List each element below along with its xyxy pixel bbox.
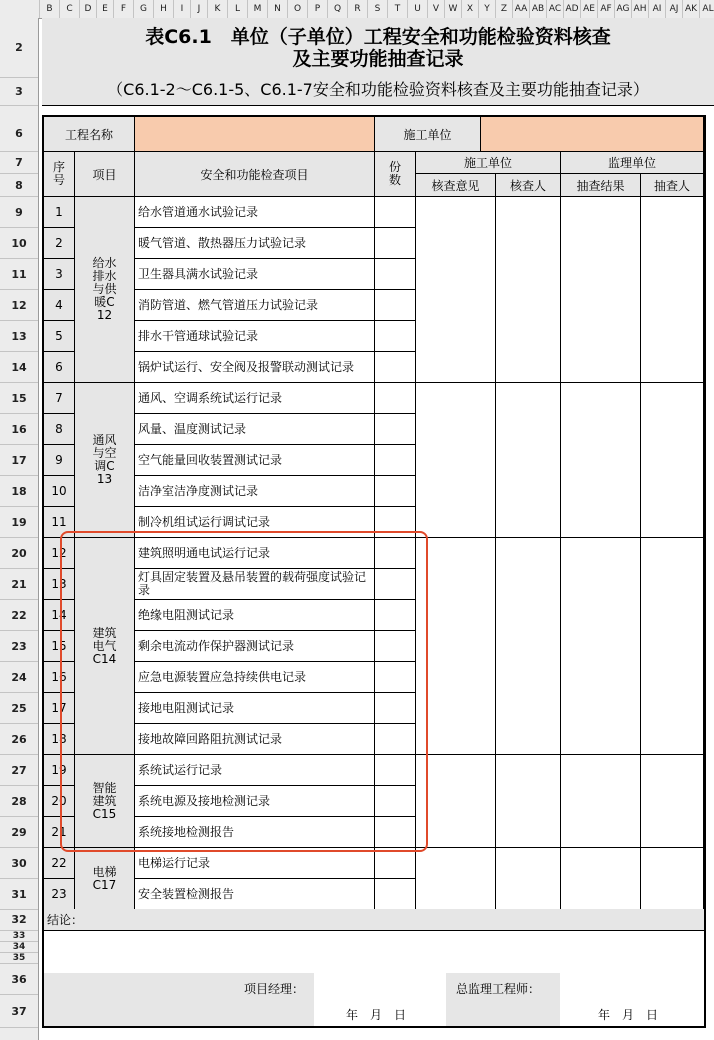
contractor-label: 施工单位 (375, 117, 481, 152)
select-all-corner[interactable] (0, 0, 40, 18)
form-title-line1: 表C6.1 单位（子单位）工程安全和功能检验资料核查 (145, 26, 611, 48)
column-header-s[interactable]: S (368, 0, 388, 18)
check-opinion-field[interactable] (416, 197, 496, 383)
row-header-30[interactable]: 30 (0, 848, 38, 879)
header-check-opinion: 核查意见 (416, 174, 496, 197)
row-number: 11 (44, 507, 75, 538)
inspection-item: 剩余电流动作保护器测试记录 (135, 631, 375, 662)
row-number: 10 (44, 476, 75, 507)
inspection-item: 卫生器具满水试验记录 (135, 259, 375, 290)
row-number: 2 (44, 228, 75, 259)
check-opinion-field[interactable] (416, 755, 496, 848)
copies-field[interactable] (375, 817, 416, 848)
row-number: 19 (44, 755, 75, 786)
copies-field[interactable] (375, 569, 416, 600)
column-header-w[interactable]: W (445, 0, 462, 18)
inspection-item: 系统接地检测报告 (135, 817, 375, 848)
checker-field[interactable] (496, 755, 561, 848)
column-header-p[interactable]: P (308, 0, 328, 18)
category-name: 智能建筑C15 (92, 780, 117, 821)
row-header-21[interactable]: 21 (0, 569, 38, 600)
row-header-7[interactable]: 7 (0, 152, 38, 174)
spot-result-field[interactable] (561, 538, 641, 755)
copies-field[interactable] (375, 290, 416, 321)
header-seq (44, 152, 75, 197)
inspection-item: 灯具固定装置及悬吊装置的载荷强度试验记录 (135, 569, 375, 600)
header-copies (375, 152, 416, 197)
column-header-ai[interactable]: AI (649, 0, 666, 18)
inspection-item: 系统试运行记录 (135, 755, 375, 786)
form-subtitle: （C6.1-2～C6.1-5、C6.1-7安全和功能检验资料核查及主要功能抽查记录） (107, 80, 649, 99)
row-header-32[interactable]: 32 (0, 909, 38, 931)
header-item: 安全和功能检查项目 (135, 152, 375, 197)
column-header-e[interactable]: E (97, 0, 114, 18)
row-number: 6 (44, 352, 75, 383)
column-header-ac[interactable]: AC (547, 0, 564, 18)
copies-field[interactable] (375, 755, 416, 786)
copies-field[interactable] (375, 724, 416, 755)
copies-field[interactable] (375, 228, 416, 259)
inspection-item: 电梯运行记录 (135, 848, 375, 879)
row-header-2[interactable]: 2 (0, 18, 38, 78)
spot-checker-field[interactable] (641, 755, 704, 848)
row-number: 13 (44, 569, 75, 600)
category-cell (75, 848, 135, 910)
row-header-29[interactable]: 29 (0, 817, 38, 848)
row-header-27[interactable]: 27 (0, 755, 38, 786)
row-number: 17 (44, 693, 75, 724)
row-header-3[interactable]: 3 (0, 78, 38, 106)
row-header-16[interactable]: 16 (0, 414, 38, 445)
row-number: 20 (44, 786, 75, 817)
row-number: 16 (44, 662, 75, 693)
row-header-37[interactable]: 37 (0, 995, 38, 1028)
inspection-item: 风量、温度测试记录 (135, 414, 375, 445)
column-header-aj[interactable]: AJ (666, 0, 683, 18)
inspection-item: 建筑照明通电试运行记录 (135, 538, 375, 569)
column-header-v[interactable]: V (428, 0, 445, 18)
row-header-28[interactable]: 28 (0, 786, 38, 817)
category-name: 建筑电气C14 (92, 625, 117, 666)
row-header-34[interactable]: 34 (0, 942, 38, 953)
column-header-l[interactable]: L (228, 0, 248, 18)
row-header-14[interactable]: 14 (0, 352, 38, 383)
checker-field[interactable] (496, 538, 561, 755)
copies-field[interactable] (375, 662, 416, 693)
category-cell (75, 383, 135, 538)
header-category: 项目 (75, 152, 135, 197)
column-header-al[interactable]: AL (700, 0, 714, 18)
column-header-h[interactable]: H (154, 0, 174, 18)
pm-label: 项目经理： (244, 982, 305, 996)
header-checker: 核查人 (496, 174, 561, 197)
row-header-19[interactable]: 19 (0, 507, 38, 538)
column-header-c[interactable]: C (60, 0, 80, 18)
inspection-item: 通风、空调系统试运行记录 (135, 383, 375, 414)
form-title-line2: 及主要功能抽查记录 (292, 48, 464, 70)
row-number: 23 (44, 879, 75, 910)
copies-field[interactable] (375, 352, 416, 383)
header-copies-text: 份数 (388, 160, 401, 187)
column-header-x[interactable]: X (462, 0, 479, 18)
row-number: 3 (44, 259, 75, 290)
copies-field[interactable] (375, 259, 416, 290)
contractor-field[interactable] (481, 117, 704, 152)
spot-result-field[interactable] (561, 383, 641, 538)
spot-checker-field[interactable] (641, 383, 704, 538)
row-number: 14 (44, 600, 75, 631)
copies-field[interactable] (375, 197, 416, 228)
header-seq-text: 序号 (52, 160, 65, 187)
row-header-12[interactable]: 12 (0, 290, 38, 321)
inspection-item: 接地故障回路阻抗测试记录 (135, 724, 375, 755)
row-header-31[interactable]: 31 (0, 879, 38, 910)
inspection-item: 制冷机组试运行调试记录 (135, 507, 375, 538)
checker-field[interactable] (496, 383, 561, 538)
column-header-m[interactable]: M (248, 0, 268, 18)
conclusion-area[interactable] (44, 931, 704, 973)
category-name: 电梯C17 (92, 864, 117, 892)
column-header-aa[interactable]: AA (513, 0, 530, 18)
inspection-item: 空气能量回收装置测试记录 (135, 445, 375, 476)
spot-result-field[interactable] (561, 197, 641, 383)
checker-field[interactable] (496, 848, 561, 910)
copies-field[interactable] (375, 321, 416, 352)
copies-field[interactable] (375, 600, 416, 631)
copies-field[interactable] (375, 445, 416, 476)
conclusion-label: 结论： (44, 909, 704, 931)
row-number: 7 (44, 383, 75, 414)
category-name: 给水排水与供暖C12 (92, 256, 117, 322)
category-name: 通风与空调C13 (92, 433, 117, 486)
form-title (44, 26, 712, 70)
copies-field[interactable] (375, 693, 416, 724)
spot-checker-field[interactable] (641, 848, 704, 910)
row-header-26[interactable]: 26 (0, 724, 38, 755)
column-header-u[interactable]: U (408, 0, 428, 18)
row-header-35[interactable]: 35 (0, 953, 38, 964)
row-header-15[interactable]: 15 (0, 383, 38, 414)
pm-date: 年 月 日 (346, 1008, 407, 1022)
header-contractor-group: 施工单位 (416, 152, 561, 174)
spot-result-field[interactable] (561, 755, 641, 848)
row-header-25[interactable]: 25 (0, 693, 38, 724)
row-header-11[interactable]: 11 (0, 259, 38, 290)
copies-field[interactable] (375, 848, 416, 879)
row-number: 15 (44, 631, 75, 662)
column-header-ag[interactable]: AG (615, 0, 632, 18)
spot-checker-field[interactable] (641, 197, 704, 383)
column-header-y[interactable]: Y (479, 0, 496, 18)
column-header-ak[interactable]: AK (683, 0, 700, 18)
inspection-item: 洁净室洁净度测试记录 (135, 476, 375, 507)
column-header-f[interactable]: F (114, 0, 134, 18)
column-header-b[interactable]: B (40, 0, 60, 18)
row-header-13[interactable]: 13 (0, 321, 38, 352)
row-number: 4 (44, 290, 75, 321)
row-number: 5 (44, 321, 75, 352)
column-header-i[interactable]: I (174, 0, 191, 18)
row-number: 18 (44, 724, 75, 755)
inspection-item: 应急电源装置应急持续供电记录 (135, 662, 375, 693)
row-header-9[interactable]: 9 (0, 197, 38, 228)
copies-field[interactable] (375, 476, 416, 507)
row-number: 1 (44, 197, 75, 228)
check-opinion-field[interactable] (416, 848, 496, 910)
row-number: 22 (44, 848, 75, 879)
row-header-22[interactable]: 22 (0, 600, 38, 631)
column-header-k[interactable]: K (208, 0, 228, 18)
column-header-r[interactable]: R (348, 0, 368, 18)
column-header-t[interactable]: T (388, 0, 408, 18)
row-header-23[interactable]: 23 (0, 631, 38, 662)
row-number: 21 (44, 817, 75, 848)
inspection-item: 绝缘电阻测试记录 (135, 600, 375, 631)
column-header-ab[interactable]: AB (530, 0, 547, 18)
copies-field[interactable] (375, 879, 416, 910)
column-header-af[interactable]: AF (598, 0, 615, 18)
row-header-8[interactable]: 8 (0, 174, 38, 197)
row-header-18[interactable]: 18 (0, 476, 38, 507)
column-header-g[interactable]: G (134, 0, 154, 18)
row-header-33[interactable]: 33 (0, 931, 38, 942)
column-header-q[interactable]: Q (328, 0, 348, 18)
column-header-n[interactable]: N (268, 0, 288, 18)
column-header-ae[interactable]: AE (581, 0, 598, 18)
spot-checker-field[interactable] (641, 538, 704, 755)
header-spot-result: 抽查结果 (561, 174, 641, 197)
row-number: 12 (44, 538, 75, 569)
chief-supervisor-label: 总监理工程师： (456, 982, 541, 996)
category-cell (75, 755, 135, 848)
check-opinion-field[interactable] (416, 538, 496, 755)
project-name-field[interactable] (135, 117, 375, 152)
spot-result-field[interactable] (561, 848, 641, 910)
column-header-z[interactable]: Z (496, 0, 513, 18)
row-header-17[interactable]: 17 (0, 445, 38, 476)
category-cell (75, 538, 135, 755)
column-header-ah[interactable]: AH (632, 0, 649, 18)
category-cell (75, 197, 135, 383)
inspection-item: 排水干管通球试验记录 (135, 321, 375, 352)
check-opinion-field[interactable] (416, 383, 496, 538)
column-header-j[interactable]: J (191, 0, 208, 18)
chief-date: 年 月 日 (598, 1008, 659, 1022)
header-supervisor-group: 监理单位 (561, 152, 704, 174)
row-header-20[interactable]: 20 (0, 538, 38, 569)
copies-field[interactable] (375, 507, 416, 538)
row-number: 9 (44, 445, 75, 476)
header-spot-checker: 抽查人 (641, 174, 704, 197)
row-number: 8 (44, 414, 75, 445)
row-header-24[interactable]: 24 (0, 662, 38, 693)
column-header-bar (0, 0, 714, 19)
row-header-10[interactable]: 10 (0, 228, 38, 259)
column-header-d[interactable]: D (80, 0, 97, 18)
inspection-item: 锅炉试运行、安全阀及报警联动测试记录 (135, 352, 375, 383)
project-name-label: 工程名称 (44, 117, 135, 152)
copies-field[interactable] (375, 538, 416, 569)
copies-field[interactable] (375, 786, 416, 817)
copies-field[interactable] (375, 631, 416, 662)
inspection-item: 系统电源及接地检测记录 (135, 786, 375, 817)
row-header-36[interactable]: 36 (0, 964, 38, 995)
inspection-item: 消防管道、燃气管道压力试验记录 (135, 290, 375, 321)
column-header-o[interactable]: O (288, 0, 308, 18)
inspection-item: 接地电阻测试记录 (135, 693, 375, 724)
checker-field[interactable] (496, 197, 561, 383)
inspection-item: 暖气管道、散热器压力试验记录 (135, 228, 375, 259)
copies-field[interactable] (375, 414, 416, 445)
inspection-item: 安全装置检测报告 (135, 879, 375, 910)
copies-field[interactable] (375, 383, 416, 414)
column-header-ad[interactable]: AD (564, 0, 581, 18)
row-header-bar (0, 18, 39, 1040)
inspection-item: 给水管道通水试验记录 (135, 197, 375, 228)
row-header-6[interactable]: 6 (0, 115, 38, 152)
